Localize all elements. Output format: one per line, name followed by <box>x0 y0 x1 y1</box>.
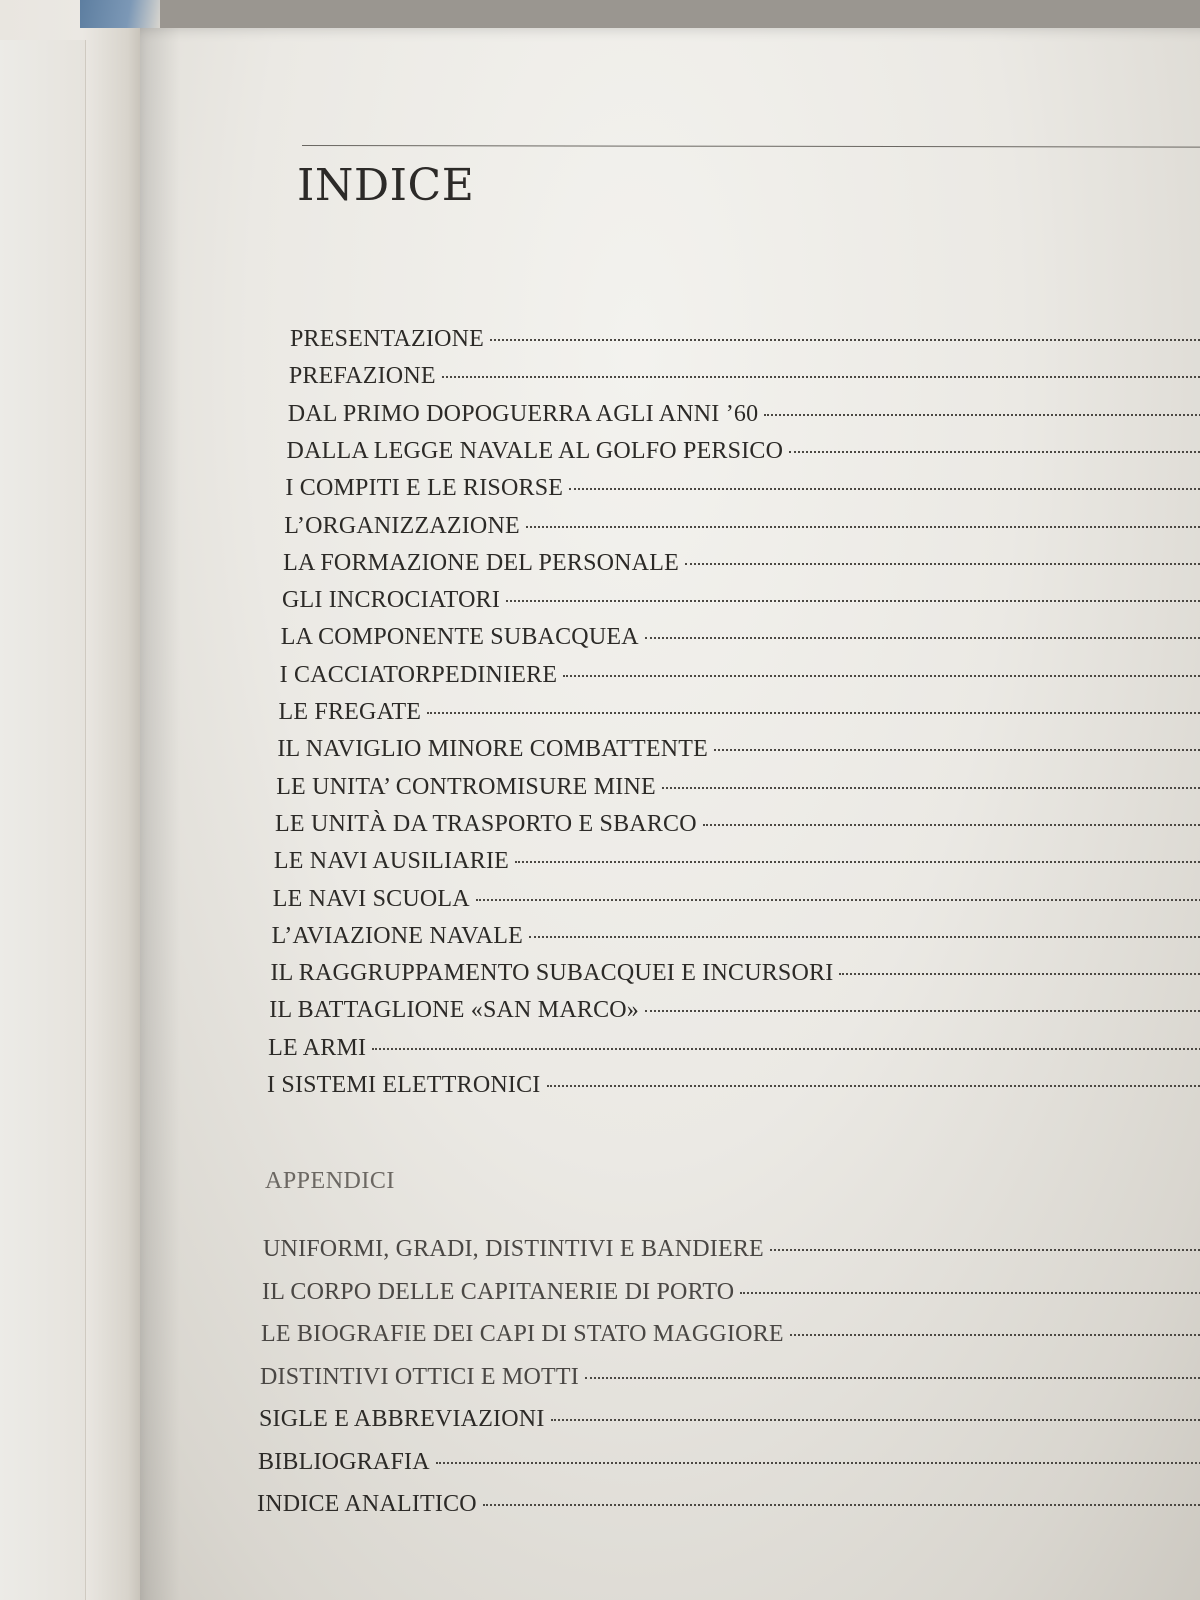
left-page <box>0 0 150 1600</box>
toc-entry-label: IL BATTAGLIONE «SAN MARCO» <box>269 997 640 1024</box>
toc-entry <box>270 960 1200 994</box>
toc-entry-label: DALLA LEGGE NAVALE AL GOLFO PERSICO <box>286 437 784 464</box>
dot-leader <box>436 1462 1200 1464</box>
appendix-entry <box>263 1236 1200 1270</box>
appendix-entry-label: SIGLE E ABBREVIAZIONI <box>259 1406 545 1432</box>
toc-entry-label: IL RAGGRUPPAMENTO SUBACQUEI E INCURSORI <box>270 960 834 987</box>
dot-leader <box>764 414 1200 416</box>
toc-entry <box>279 699 1200 733</box>
dot-leader <box>645 637 1200 639</box>
dot-leader <box>645 1010 1200 1012</box>
toc-entry-label: I COMPITI E LE RISORSE <box>285 475 564 502</box>
dot-leader <box>563 675 1200 677</box>
dot-leader <box>526 526 1200 528</box>
page-title: INDICE <box>297 160 475 211</box>
toc-entry <box>281 624 1200 658</box>
dot-leader <box>662 787 1200 789</box>
toc-entry-label: DAL PRIMO DOPOGUERRA AGLI ANNI ’60 <box>287 400 759 427</box>
left-page-edge <box>0 40 86 1600</box>
index-page <box>140 28 1200 1600</box>
toc-entry-label: L’ORGANIZZAZIONE <box>284 512 520 539</box>
appendix-entry-label: IL CORPO DELLE CAPITANERIE DI PORTO <box>262 1278 735 1305</box>
toc-entry-label: I SISTEMI ELETTRONICI <box>267 1072 541 1098</box>
toc-entry-label: PRESENTAZIONE <box>290 326 485 352</box>
toc-entry-label: GLI INCROCIATORI <box>281 587 501 614</box>
dot-leader <box>547 1085 1200 1087</box>
toc-entry <box>276 774 1200 808</box>
toc-entry <box>267 1072 1200 1106</box>
book-cover-corner <box>80 0 160 28</box>
toc-entry-label: L’AVIAZIONE NAVALE <box>271 922 523 949</box>
appendix-entry <box>260 1364 1200 1398</box>
toc-entry-label: LE UNITA’ CONTROMISURE MINE <box>276 773 656 800</box>
toc-entry-label: LA FORMAZIONE DEL PERSONALE <box>283 549 679 576</box>
dot-leader <box>714 749 1200 751</box>
appendix-entry <box>257 1491 1200 1525</box>
appendix-heading: APPENDICI <box>265 1168 395 1194</box>
toc-entry <box>288 401 1200 435</box>
dot-leader <box>703 824 1200 826</box>
toc-entry <box>284 513 1200 547</box>
appendix-entry-label: DISTINTIVI OTTICI E MOTTI <box>260 1363 579 1390</box>
toc-entry <box>287 438 1200 472</box>
dot-leader <box>839 973 1200 975</box>
appendix-entry <box>261 1321 1200 1355</box>
dot-leader <box>740 1292 1200 1294</box>
toc-entry-label: LE UNITÀ DA TRASPORTO E SBARCO <box>275 810 697 837</box>
toc-entry <box>290 326 1200 360</box>
toc-entry <box>283 550 1200 584</box>
dot-leader <box>515 861 1200 863</box>
toc-entry <box>289 363 1200 397</box>
toc-entry-label: LE NAVI SCUOLA <box>272 885 470 912</box>
toc-entry <box>269 997 1200 1031</box>
dot-leader <box>789 451 1200 453</box>
toc-entry <box>282 587 1200 621</box>
appendix-entry-label: BIBLIOGRAFIA <box>258 1448 430 1475</box>
toc-entry <box>277 736 1200 770</box>
appendix-entry-label: UNIFORMI, GRADI, DISTINTIVI E BANDIERE <box>263 1236 764 1262</box>
toc-entry <box>274 848 1200 882</box>
toc-entry <box>275 811 1200 845</box>
dot-leader <box>770 1249 1200 1251</box>
toc-entry-label: LE NAVI AUSILIARIE <box>273 848 510 875</box>
appendix-entry <box>259 1406 1200 1440</box>
dot-leader <box>529 936 1200 938</box>
toc-entry <box>268 1035 1200 1069</box>
dot-leader <box>476 899 1200 901</box>
dot-leader <box>551 1419 1200 1421</box>
toc-entry <box>273 886 1200 920</box>
appendix-entry-label: INDICE ANALITICO <box>257 1491 477 1517</box>
dot-leader <box>506 600 1200 602</box>
dot-leader <box>372 1048 1200 1050</box>
dot-leader <box>483 1504 1200 1506</box>
appendix-entry <box>262 1279 1200 1313</box>
toc-entry <box>280 662 1200 696</box>
toc-entry <box>272 923 1200 957</box>
toc-entry-label: I CACCIATORPEDINIERE <box>279 661 558 688</box>
dot-leader <box>685 563 1200 565</box>
toc-entry-label: IL NAVIGLIO MINORE COMBATTENTE <box>277 736 708 763</box>
toc-entry-label: LA COMPONENTE SUBACQUEA <box>280 624 639 651</box>
table-of-contents <box>140 28 1200 1600</box>
dot-leader <box>585 1377 1200 1379</box>
toc-entry <box>285 475 1200 509</box>
dot-leader <box>427 712 1200 714</box>
toc-entry-label: PREFAZIONE <box>288 363 436 390</box>
toc-entry-label: LE FREGATE <box>278 699 422 725</box>
dot-leader <box>569 488 1200 490</box>
appendix-entry <box>258 1449 1200 1483</box>
appendix-entry-label: LE BIOGRAFIE DEI CAPI DI STATO MAGGIORE <box>261 1321 784 1347</box>
dot-leader <box>490 339 1200 341</box>
dot-leader <box>442 376 1200 378</box>
toc-entry-label: LE ARMI <box>268 1034 367 1061</box>
dot-leader <box>790 1334 1200 1336</box>
